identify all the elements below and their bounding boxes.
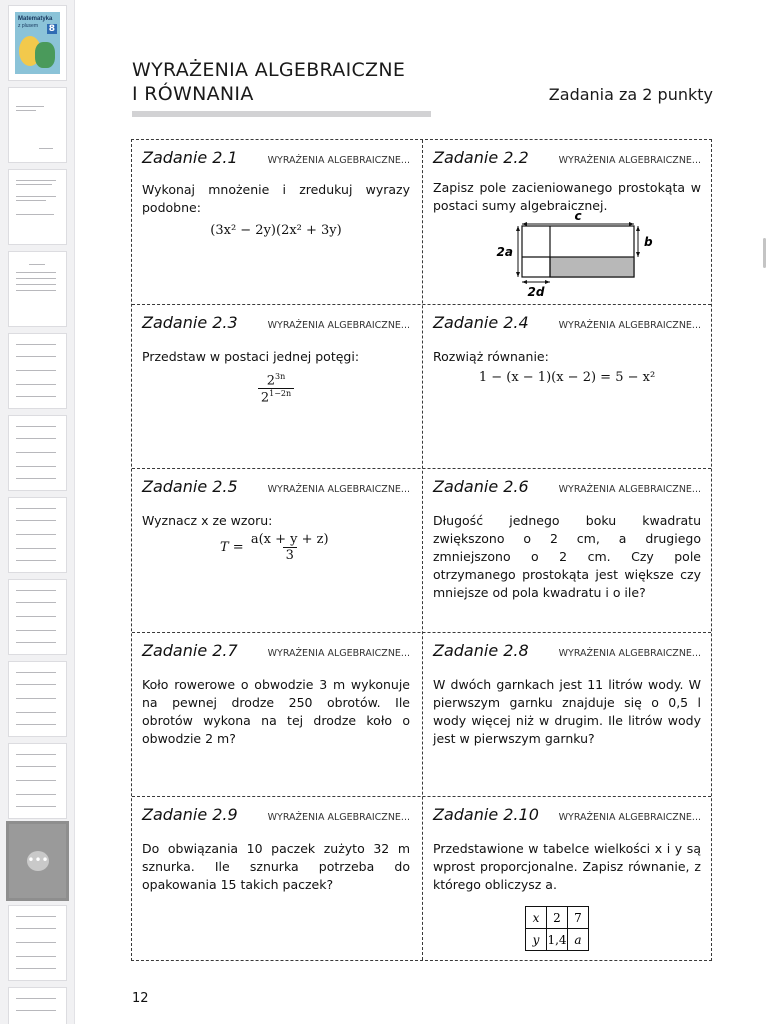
cover-subtitle: z plusem (18, 23, 39, 29)
table-row (526, 907, 589, 929)
thumbnail-page-4[interactable] (9, 252, 66, 326)
formula-2-5 (220, 532, 410, 563)
task-category: WYRAŻENIA ALGEBRAICZNE... (267, 320, 410, 331)
cover-title: Matematyka (18, 16, 53, 22)
task-label: Zadanie 2.8 (433, 641, 529, 660)
proportion-table (525, 906, 589, 951)
task-label: Zadanie 2.7 (142, 641, 238, 660)
exp-num: 3n (275, 372, 286, 381)
task-category: WYRAŻENIA ALGEBRAICZNE... (267, 155, 410, 166)
thumbnail-page-5[interactable] (9, 334, 66, 408)
task-label: Zadanie 2.9 (142, 805, 238, 824)
diagram-label-c: c (574, 210, 582, 223)
cover-number: 8 (48, 24, 55, 34)
task-label: Zadanie 2.5 (142, 477, 238, 496)
task-card-2-7 (132, 633, 422, 797)
scrollbar[interactable] (763, 238, 766, 268)
task-card-2-9 (132, 797, 422, 961)
thumbnail-page-12[interactable] (9, 906, 66, 980)
more-options-icon[interactable]: ••• (27, 851, 49, 871)
task-label: Zadanie 2.2 (433, 148, 529, 167)
title-underline (132, 111, 431, 117)
task-category: WYRAŻENIA ALGEBRAICZNE... (267, 484, 410, 495)
formula-denominator: 3 (283, 547, 297, 563)
task-category: WYRAŻENIA ALGEBRAICZNE... (558, 648, 701, 659)
task-label: Zadanie 2.4 (433, 313, 529, 332)
thumbnail-page-6[interactable] (9, 416, 66, 490)
rectangle-diagram (423, 210, 693, 300)
thumbnail-page-3[interactable] (9, 170, 66, 244)
task-text: Przedstawione w tabelce wielkości x i y są wprost proporcjonalne. Zapisz równanie, z którego obliczysz a. (433, 841, 701, 892)
task-category: WYRAŻENIA ALGEBRAICZNE... (267, 648, 410, 659)
task-label: Zadanie 2.3 (142, 313, 238, 332)
formula-2-4: 1 − (x − 1)(x − 2) = 5 − x² (478, 370, 656, 385)
formula-2-1: (3x² − 2y)(2x² + 3y) (210, 223, 342, 238)
task-text: Wykonaj mnożenie i zredukuj wyrazy podobne: (142, 182, 410, 215)
exp-den: 1−2n (269, 389, 292, 399)
task-text: Rozwiąż równanie: (433, 349, 549, 364)
table-cell: 2 (547, 907, 568, 929)
task-card-2-2 (423, 140, 713, 304)
table-row (526, 929, 589, 951)
thumbnail-page-10[interactable] (9, 744, 66, 818)
task-card-2-6 (423, 469, 713, 633)
page-subtitle: Zadania za 2 punkty (548, 85, 713, 104)
task-card-2-5 (132, 469, 422, 633)
page-number: 12 (132, 991, 149, 1006)
task-label: Zadanie 2.10 (433, 805, 539, 824)
thumbnail-page-11-selected[interactable] (9, 824, 66, 898)
diagram-label-2a: 2a (496, 245, 513, 259)
formula-2-3 (142, 372, 410, 406)
diagram-label-2d: 2d (527, 285, 545, 299)
table-cell: y (526, 929, 547, 951)
table-cell: 1,4 (547, 929, 568, 951)
formula-numerator: a(x + y + z) (250, 532, 329, 547)
task-card-2-1 (132, 140, 422, 304)
task-text: Do obwiązania 10 paczek zużyto 32 m sznurka. Ile sznurka potrzeba do opakowania 15 takich paczek? (142, 841, 410, 892)
thumbnail-page-7[interactable] (9, 498, 66, 572)
task-category: WYRAŻENIA ALGEBRAICZNE... (558, 155, 701, 166)
document-page (75, 0, 768, 1024)
task-category: WYRAŻENIA ALGEBRAICZNE... (558, 812, 701, 823)
thumbnail-page-13[interactable] (9, 988, 66, 1024)
task-category: WYRAŻENIA ALGEBRAICZNE... (558, 320, 701, 331)
task-category: WYRAŻENIA ALGEBRAICZNE... (558, 484, 701, 495)
page-title-line2: I RÓWNANIA (132, 83, 254, 105)
thumbnail-page-9[interactable] (9, 662, 66, 736)
tasks-grid (131, 139, 712, 961)
task-card-2-3 (132, 305, 422, 469)
task-label: Zadanie 2.1 (142, 148, 238, 167)
table-cell: 7 (568, 907, 589, 929)
thumbnail-page-2[interactable] (9, 88, 66, 162)
table-cell: a (568, 929, 589, 951)
diagram-label-b: b (644, 235, 653, 249)
cover-image (15, 12, 60, 74)
task-text: Długość jednego boku kwadratu zwiększono o 2 cm, a drugiego zmniejszono o 2 cm. Czy pole otrzymanego prostokąta jest większe czy mniejsze od pola kwadratu i o ile? (433, 513, 701, 600)
page-title (132, 58, 405, 106)
table-cell: x (526, 907, 547, 929)
base-den: 2 (260, 390, 270, 406)
page-title-line1: WYRAŻENIA ALGEBRAICZNE (132, 59, 406, 81)
thumbnail-sidebar (0, 0, 75, 1024)
task-card-2-4 (423, 305, 713, 469)
task-text: Wyznacz x ze wzoru: (142, 513, 273, 528)
shaded-rectangle (550, 257, 634, 277)
task-text: Koło rowerowe o obwodzie 3 m wykonuje na pewnej drodze 250 obrotów. Ile obrotów wykona na tej drodze koło o obwodzie 2 m? (142, 677, 410, 746)
task-text: Przedstaw w postaci jednej potęgi: (142, 349, 360, 364)
cover-art-green (35, 42, 55, 68)
task-category: WYRAŻENIA ALGEBRAICZNE... (267, 812, 410, 823)
task-text: W dwóch garnkach jest 11 litrów wody. W pierwszym garnku znajduje się o 0,5 l wody więcej niż w drugim. Ile litrów wody jest w pierwszym garnku? (433, 677, 701, 746)
base-num: 2 (266, 373, 275, 389)
task-card-2-8 (423, 633, 713, 797)
task-text: Zapisz pole zacieniowanego prostokąta w postaci sumy algebraicznej. (433, 180, 701, 213)
formula-lhs: T = (220, 540, 244, 555)
task-card-2-10 (423, 797, 713, 961)
task-label: Zadanie 2.6 (433, 477, 529, 496)
thumbnail-page-8[interactable] (9, 580, 66, 654)
thumbnail-cover[interactable] (9, 6, 66, 80)
